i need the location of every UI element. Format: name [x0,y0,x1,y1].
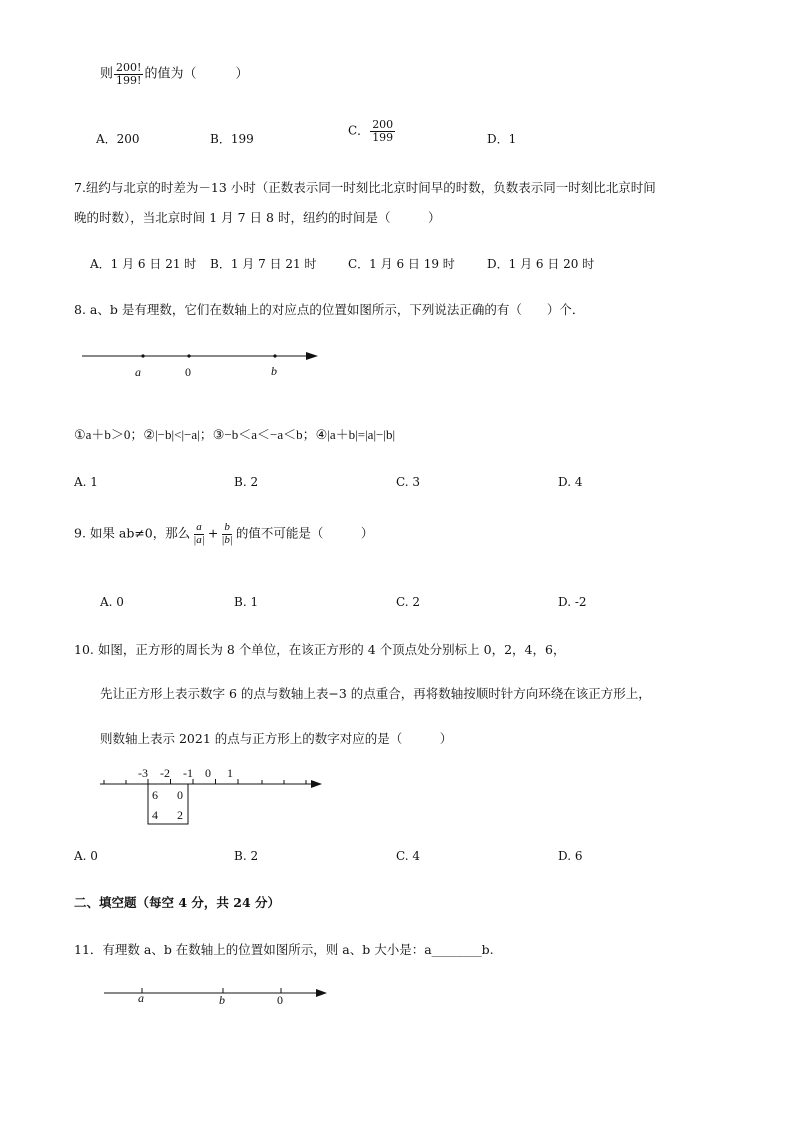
q8-axis-arrow [306,352,318,360]
q10-tick-label-5: 1 [227,766,233,780]
q9-choice-c[interactable]: C. 2 [396,595,421,609]
q6-choice-a[interactable]: A．200 [96,132,140,146]
q8-choice-d[interactable]: D. 4 [558,475,583,489]
q10-choice-d[interactable]: D. 6 [558,849,583,863]
q11-stem[interactable]: 11．有理数 a、b 在数轴上的位置如图所示，则 a、b 大小是：a________b. [74,942,494,957]
q11-label-b: b [219,993,225,1007]
q7-choice-a[interactable]: A．1 月 6 日 21 时 [90,257,197,271]
q7-choice-b[interactable]: B．1 月 7 日 21 时 [210,257,317,271]
q9-choice-d[interactable]: D. -2 [558,595,587,609]
q9-choice-a[interactable]: A. 0 [100,595,124,609]
q7-choice-d[interactable]: D．1 月 6 日 20 时 [487,257,595,271]
q10-tick-label-4: 0 [205,766,211,780]
q10-square [148,784,188,824]
q8-choice-b[interactable]: B. 2 [234,475,259,489]
q6-stem [100,62,248,86]
q10-tick-label-3: -1 [183,766,193,780]
q10-square-br: 2 [177,808,183,822]
q8-choice-a[interactable]: A. 1 [74,475,98,489]
q7-line2: 晚的时数），当北京时间 1 月 7 日 8 时，纽约的时间是（ ） [74,210,441,225]
q6-fraction: $\frac{200!}{199!}$ [116,61,142,87]
q10-choice-c[interactable]: C. 4 [396,849,421,863]
q8-stem: 8. a、b 是有理数，它们在数轴上的对应点的位置如图所示，下列说法正确的有（ ）个． [74,302,585,317]
q9-fraction-b: $\frac{b}{|b|}$ [221,521,233,546]
q10-axis-arrow [311,780,322,788]
q10-choice-b[interactable]: B. 2 [234,849,259,863]
q10-line2: 先让正方形上表示数字 6 的点与数轴上表−3 的点重合，再将数轴按顺时针方向环绕在该正方形上， [100,686,651,701]
q10-square-tr: 0 [177,788,183,802]
q8-statements: ①a＋b＞0；②|−b|<|−a|；③−b＜a＜−a＜b；④|a＋b|=|a|−|b| [74,427,396,442]
q6-choice-d[interactable]: D．1 [487,132,517,146]
q8-point-b [273,354,276,357]
q11-label-zero: 0 [277,993,283,1007]
q6-prefix: 则 [100,66,114,82]
q9-choice-b[interactable]: B. 1 [234,595,259,609]
q10-square-tl: 6 [152,788,158,802]
q8-label-a: a [135,365,141,379]
q10-choice-a[interactable]: A. 0 [74,849,98,863]
q10-tick-label-2: -2 [160,766,170,780]
q11-label-a: a [138,991,144,1005]
q8-point-a [141,354,144,357]
q10-line3: 则数轴上表示 2021 的点与正方形上的数字对应的是（ ） [100,731,453,746]
q9-stem: 9. 如果 ab≠0，那么 $\frac{a}{|a|}$ + $\frac{b}{|b|}$ 的值不可能是（ ） [74,521,374,546]
q6-choice-b[interactable]: B．199 [210,132,254,146]
q6-suffix: 的值为（ ） [144,66,249,82]
q8-point-zero [187,354,190,357]
q7-line1: 7.纽约与北京的时差为－13 小时（正数表示同一时刻比北京时间早的时数，负数表示同一时刻比北京时间 [74,180,656,195]
q10-line1: 10. 如图，正方形的周长为 8 个单位，在该正方形的 4 个顶点处分别标上 0，2，4，6， [74,642,566,657]
q6-choice-c[interactable]: C． $\frac{200}{199}$ [348,118,394,144]
q8-label-b: b [271,364,277,378]
q7-choice-c[interactable]: C．1 月 6 日 19 时 [348,257,455,271]
q10-ticks [104,779,306,784]
q10-square-bl: 4 [152,808,158,822]
q9-fraction-a: $\frac{a}{|a|}$ [193,521,205,546]
q10-tick-label-1: -3 [138,766,148,780]
q8-label-zero: 0 [185,365,191,379]
section-2-title: 二、填空题（每空 4 分，共 24 分） [74,895,281,910]
q11-axis-arrow [316,989,327,997]
q8-choice-c[interactable]: C. 3 [396,475,421,489]
